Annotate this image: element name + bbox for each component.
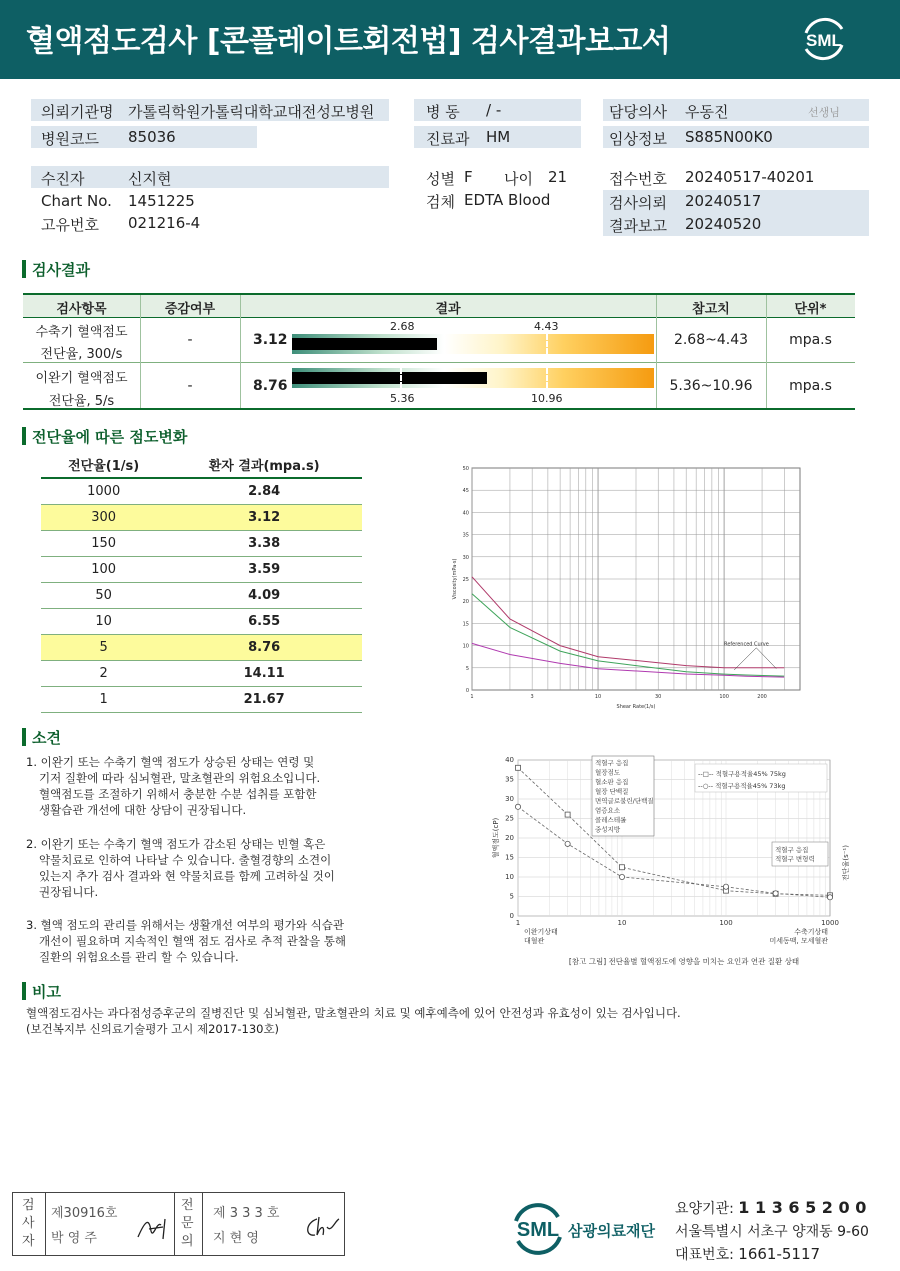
ref-low-label: 2.68 — [390, 320, 415, 333]
x-annotation-right: 수축기상태 — [794, 928, 828, 936]
shear-col-result: 환자 결과(mpa.s) — [166, 452, 362, 478]
unique-label: 고유번호 — [41, 216, 99, 234]
table-row: 150 3.38 — [41, 530, 362, 556]
y-tick-label: 20 — [505, 834, 514, 842]
x-tick-label: 100 — [719, 919, 733, 927]
specialist-name: 지 현 영 — [213, 1231, 259, 1246]
annotation-label: Referenced Curve — [724, 641, 769, 648]
result-bar-fill — [292, 338, 437, 350]
series-point — [620, 865, 625, 870]
specialist-number: 제 3 3 3 호 — [213, 1206, 280, 1221]
svg-text:SML: SML — [806, 31, 842, 50]
opinion-paragraph-1: 1. 이완기 또는 수축기 혈액 점도가 상승된 상태는 연령 및 기저 질환에 따라 심뇌혈관, 말초혈관의 위험요소입니다. 혈액점도를 조절하기 위해서 충분한 수분 섭취를 포함한 생활습관 개선에 대한 상담이 권장됩니다. — [26, 755, 321, 817]
x-tick-label: 1 — [515, 919, 521, 927]
y-tick-label: 40 — [462, 510, 469, 517]
x-tick-label: 200 — [757, 694, 767, 700]
range-bar — [292, 368, 654, 388]
factor-label: 중성지방 — [595, 825, 621, 834]
change-flag: - — [187, 332, 193, 348]
col-header-unit: 단위* — [794, 302, 827, 317]
clinical-value: S885N00K0 — [685, 128, 773, 146]
ref-low-marker — [400, 368, 402, 388]
sex-value: F — [464, 168, 473, 186]
y-tick-label: 25 — [462, 577, 469, 583]
dept-label: 진료과 — [426, 130, 470, 148]
factor-label: 혈소판 응집 — [595, 778, 629, 786]
results-section-title: 검사결과 — [32, 261, 90, 279]
org-name: 삼광의료재단 — [568, 1222, 655, 1240]
code-label: 병원코드 — [41, 130, 99, 148]
factor-label: 염증요소 — [595, 806, 621, 815]
x-tick-label: 10 — [594, 694, 602, 700]
shear-section-title: 전단율에 따른 점도변화 — [32, 428, 188, 446]
sml-logo-icon — [798, 15, 850, 63]
specialist-label: 전문의 — [181, 1198, 194, 1249]
y-tick-label: 30 — [505, 795, 514, 803]
age-value: 21 — [548, 168, 568, 186]
doctor-label: 담당의사 — [609, 103, 667, 121]
opinion-paragraph-3: 3. 혈액 점도의 관리를 위해서는 생활개선 여부의 평가와 식습관 개선이 필요하며 지속적인 혈액 점도 검사로 추적 관찰을 통해 질환의 위험요소를 관리 할 수 있습니다. — [26, 918, 346, 964]
factor-label: 적혈구 응집 — [595, 759, 629, 767]
age-label: 나이 — [504, 170, 533, 188]
y-axis-right-label: 전단율(s⁻¹) — [842, 845, 850, 881]
item-shear: 전단율, 5/s — [48, 394, 115, 409]
chart-value: 1451225 — [128, 192, 195, 210]
y-tick-label: 0 — [465, 688, 469, 694]
report-header — [0, 0, 900, 79]
opinion-section-title: 소견 — [32, 729, 61, 747]
factor-label: 혈장 단백질 — [595, 787, 629, 796]
series-point — [565, 841, 570, 846]
care-line: 요양기관: 1 1 3 6 5 2 0 0 — [675, 1198, 867, 1217]
y-tick-label: 5 — [465, 665, 469, 672]
change-flag: - — [187, 378, 193, 394]
x-tick-label: 1 — [470, 694, 474, 700]
y-tick-label: 5 — [509, 892, 514, 901]
receipt-label: 접수번호 — [609, 170, 667, 188]
sml-footer-logo-icon — [510, 1203, 566, 1255]
deform-label: 적혈구 변형력 — [775, 855, 815, 863]
y-tick-label: 45 — [462, 488, 469, 495]
ref-high-label: 4.43 — [534, 320, 559, 333]
ref-high-label: 10.96 — [531, 392, 563, 405]
remark-line-1: 혈액점도검사는 과다점성증후군의 질병진단 및 심뇌혈관, 말초혈관의 치료 및 예후예측에 있어 안전성과 유효성이 있는 검사입니다. — [26, 1006, 681, 1020]
specialist-signature — [303, 1213, 343, 1243]
x-annotation-left-2: 대혈관 — [524, 937, 545, 945]
shear-table — [41, 452, 362, 713]
remark-section-title: 비고 — [32, 983, 61, 1001]
examiner-name: 박 영 주 — [51, 1231, 97, 1246]
item-name: 이완기 혈액점도 — [35, 371, 128, 386]
col-header-change: 증감여부 — [164, 302, 216, 317]
table-row: 300 3.12 — [41, 504, 362, 530]
series-point — [723, 884, 728, 889]
y-tick-label: 40 — [505, 756, 514, 764]
col-header-result: 결과 — [435, 302, 461, 317]
table-row: 1 21.67 — [41, 686, 362, 712]
examiner-label: 검사자 — [22, 1198, 35, 1249]
y-tick-label: 35 — [505, 775, 514, 784]
y-tick-label: 50 — [462, 466, 469, 472]
report-title: 혈액점도검사 [콘플레이트회전법] 검사결과보고서 — [26, 24, 671, 59]
deform-label: 적혈구 응집 — [775, 846, 809, 854]
phone-line: 대표번호: 1661-5117 — [675, 1245, 821, 1263]
result-bar-fill — [292, 372, 487, 384]
remark-line-2: (보건복지부 신의료기술평가 고시 제2017-130호) — [26, 1022, 280, 1036]
svg-text:SML: SML — [516, 1219, 560, 1241]
address: 서울특별시 서초구 양재동 9-60 — [675, 1224, 869, 1240]
table-row: 50 4.09 — [41, 582, 362, 608]
result-value: 8.76 — [253, 378, 288, 394]
x-tick-label: 10 — [617, 919, 627, 927]
specimen-label: 검체 — [426, 193, 455, 211]
doctor-suffix: 선생님 — [808, 106, 840, 119]
report-value: 20240520 — [685, 215, 762, 233]
table-row: 5 8.76 — [41, 634, 362, 660]
y-tick-label: 15 — [462, 621, 469, 628]
unique-value: 021216-4 — [128, 214, 201, 232]
ward-value: / - — [486, 101, 502, 119]
series-point — [619, 874, 624, 879]
y-tick-label: 35 — [462, 532, 469, 539]
shear-col-rate: 전단율(1/s) — [41, 452, 166, 478]
dept-value: HM — [486, 128, 511, 146]
signature-box — [12, 1192, 345, 1256]
ref-range: 2.68~4.43 — [673, 332, 749, 348]
series-point — [516, 765, 521, 770]
org-value: 가톨릭학원가톨릭대학교대전성모병원 — [128, 103, 375, 121]
opinion-paragraph-2: 2. 이완기 또는 수축기 혈액 점도가 감소된 상태는 빈혈 혹은 약물치료로 인하여 나타날 수 있습니다. 출혈경향의 소견이 있는지 추가 검사 결과와 현 약물치료를 함께 고려하실 것이 권장됩니다. — [26, 837, 335, 899]
series-point — [827, 895, 832, 900]
chart-label: Chart No. — [41, 192, 112, 210]
y-tick-label: 30 — [462, 554, 469, 561]
reference-chart — [488, 752, 856, 970]
examiner-signature — [135, 1213, 171, 1245]
ref-high-marker — [546, 334, 548, 354]
legend-label: --□-- 적혈구용적율45% 75kg — [698, 770, 786, 778]
x-annotation-right-2: 미세동맥, 모세혈관 — [769, 937, 828, 945]
code-value: 85036 — [128, 128, 176, 146]
patient-label: 수진자 — [41, 170, 85, 188]
doctor-value: 우동진 — [685, 103, 729, 121]
series-point — [773, 891, 778, 896]
y-tick-label: 10 — [462, 643, 469, 650]
col-header-item: 검사항목 — [56, 302, 107, 317]
viscosity-chart — [448, 460, 808, 712]
series-point — [515, 804, 520, 809]
ref-low-label: 5.36 — [390, 392, 415, 405]
x-tick-label: 1000 — [821, 919, 839, 927]
range-bar — [292, 334, 654, 354]
receipt-value: 20240517-40201 — [685, 168, 815, 186]
y-tick-label: 25 — [505, 814, 514, 823]
sex-label: 성별 — [426, 170, 455, 188]
result-value: 3.12 — [253, 332, 288, 348]
ward-label: 병 동 — [426, 103, 460, 121]
x-tick-label: 3 — [530, 694, 534, 700]
factor-label: 면역글로불린/단백질 — [595, 797, 654, 805]
examiner-number: 제30916호 — [51, 1206, 118, 1221]
x-tick-label: 30 — [655, 694, 662, 700]
patient-value: 신지현 — [128, 170, 172, 188]
org-label: 의뢰기관명 — [41, 103, 114, 121]
report-label: 결과보고 — [609, 217, 667, 235]
series-point — [565, 812, 570, 817]
unit: mpa.s — [789, 332, 832, 348]
factor-label: 혈장점도 — [595, 768, 621, 777]
item-name: 수축기 혈액점도 — [35, 325, 128, 340]
ref-range: 5.36~10.96 — [669, 378, 753, 394]
legend-label: --○-- 적혈구용적율45% 73kg — [698, 782, 786, 790]
x-tick-label: 100 — [719, 694, 729, 700]
item-shear: 전단율, 300/s — [40, 347, 123, 362]
y-tick-label: 0 — [509, 912, 514, 920]
factor-label: 콜레스테롤 — [595, 816, 627, 824]
specimen-value: EDTA Blood — [464, 191, 551, 209]
table-row: 100 3.59 — [41, 556, 362, 582]
y-axis-label: 혈액점도(cP) — [492, 817, 500, 859]
y-tick-label: 20 — [462, 599, 469, 606]
table-row: 10 6.55 — [41, 608, 362, 634]
unit: mpa.s — [789, 378, 832, 394]
x-annotation-left: 이완기상태 — [524, 928, 558, 936]
y-tick-label: 15 — [505, 853, 514, 862]
table-row: 1000 2.84 — [41, 478, 362, 504]
chart-title: [참고 그림] 전단율별 혈액점도에 영향을 미치는 요인과 연관 질환 상태 — [568, 957, 800, 966]
request-value: 20240517 — [685, 192, 762, 210]
clinical-label: 임상정보 — [609, 130, 667, 148]
table-row: 2 14.11 — [41, 660, 362, 686]
col-header-ref: 참고치 — [692, 302, 730, 317]
request-label: 검사의뢰 — [609, 194, 667, 212]
y-tick-label: 10 — [505, 873, 514, 881]
x-axis-label: Shear Rate(1/s) — [616, 704, 656, 710]
y-axis-label: Viscosity(mPa·s) — [452, 558, 458, 600]
ref-high-marker — [546, 368, 548, 388]
